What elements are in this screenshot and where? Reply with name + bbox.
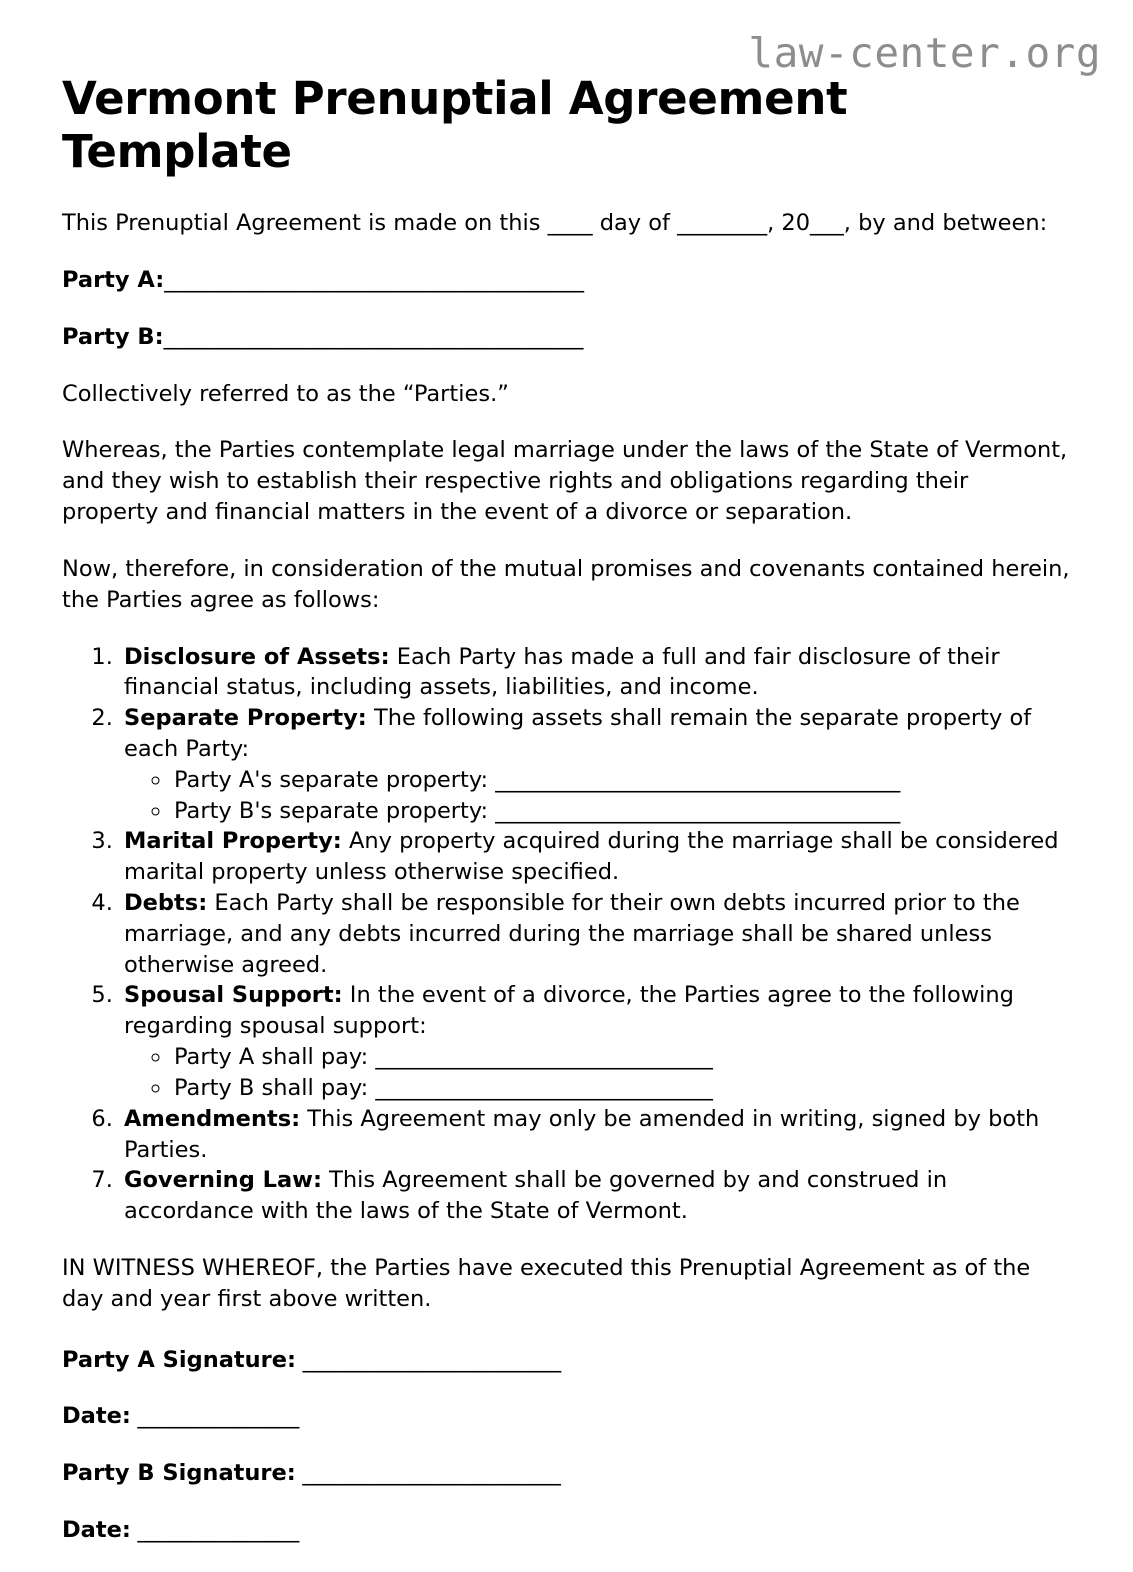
- term-label: Spousal Support:: [124, 982, 343, 1009]
- party-a-blank[interactable]: _______________________________________: [164, 267, 584, 293]
- now-therefore-paragraph: Now, therefore, in consideration of the mutual promises and covenants contained herein, the Parties agree as follows:: [62, 555, 1070, 613]
- party-a-signature-field: [62, 1345, 1071, 1376]
- party-a-signature-blank[interactable]: ________________________: [296, 1346, 561, 1373]
- term-label: Debts:: [124, 890, 208, 916]
- terms-list: [62, 642, 1071, 1227]
- term-item: [120, 1104, 1071, 1166]
- list-item[interactable]: ◦ Party B's separate property: ____________________________________: [172, 796, 1071, 827]
- party-b-label: Party B:: [62, 323, 164, 350]
- term-text: This Agreement may only be amended in writing, signed by both Parties.: [124, 1105, 1040, 1163]
- term-label: Disclosure of Assets:: [124, 643, 390, 670]
- witness-paragraph: IN WITNESS WHEREOF, the Parties have executed this Prenuptial Agreement as of the day and year first above written.: [62, 1254, 1031, 1312]
- term-text: This Agreement shall be governed by and construed in accordance with the laws of the State of Vermont.: [124, 1167, 948, 1225]
- list-item[interactable]: ◦ Party B shall pay: ______________________________: [172, 1073, 1071, 1104]
- term-subitems: [124, 1042, 1071, 1104]
- term-label: Separate Property:: [124, 705, 367, 732]
- party-b-signature-field: [62, 1458, 1071, 1489]
- party-a-label: Party A:: [62, 267, 165, 293]
- term-item: [120, 888, 1071, 980]
- party-a-signature-label: Party A Signature:: [62, 1346, 297, 1373]
- term-text: The following assets shall remain the separate property of each Party:: [124, 705, 1032, 762]
- term-subitems: [124, 765, 1071, 827]
- term-item: [120, 1165, 1071, 1227]
- party-a-date-blank[interactable]: _______________: [130, 1403, 299, 1430]
- term-text: Each Party has made a full and fair disclosure of their financial status, including assets, liabilities, and income.: [124, 643, 1000, 701]
- document-body: [62, 72, 1071, 1572]
- party-a-field: [62, 265, 1071, 296]
- party-b-signature-blank[interactable]: ________________________: [295, 1460, 561, 1487]
- list-item[interactable]: ◦ Party A shall pay: ______________________________: [172, 1042, 1071, 1073]
- term-text: Each Party shall be responsible for their own debts incurred prior to the marriage, and any debts incurred during the marriage shall be shared unless otherwise agreed.: [124, 890, 1020, 978]
- term-label: Governing Law:: [124, 1167, 322, 1194]
- party-b-blank[interactable]: _______________________________________: [163, 323, 583, 350]
- term-item: [120, 980, 1071, 1103]
- intro-paragraph: This Prenuptial Agreement is made on this ____ day of ________, 20___, by and between:: [62, 210, 1048, 237]
- term-label: Amendments:: [124, 1105, 301, 1132]
- party-b-date-blank[interactable]: _______________: [130, 1517, 299, 1543]
- party-b-signature-label: Party B Signature:: [62, 1460, 296, 1487]
- term-item: [120, 826, 1071, 888]
- party-b-field: [62, 322, 1071, 353]
- list-item[interactable]: ◦ Party A's separate property: ____________________________________: [172, 765, 1071, 796]
- party-a-date-label: Date:: [62, 1403, 131, 1430]
- whereas-paragraph: Whereas, the Parties contemplate legal marriage under the laws of the State of Vermont, and they wish to establish their respective rights and obligations regarding their property and financial matters in the event of a divorce or separation.: [62, 437, 1068, 526]
- term-item: [120, 703, 1071, 826]
- term-item: [120, 642, 1071, 704]
- site-watermark: law-center.org: [748, 29, 1101, 77]
- page-title: Vermont Prenuptial Agreement Template: [62, 72, 848, 179]
- collectively-paragraph: Collectively referred to as the “Parties.”: [62, 380, 509, 407]
- party-b-date-field: [62, 1515, 1071, 1546]
- party-a-date-field: [62, 1401, 1071, 1432]
- term-text: In the event of a divorce, the Parties agree to the following regarding spousal support:: [124, 982, 1014, 1040]
- party-b-date-label: Date:: [62, 1517, 131, 1543]
- term-label: Marital Property:: [124, 828, 342, 855]
- term-text: Any property acquired during the marriage shall be considered marital property unless otherwise specified.: [124, 828, 1059, 886]
